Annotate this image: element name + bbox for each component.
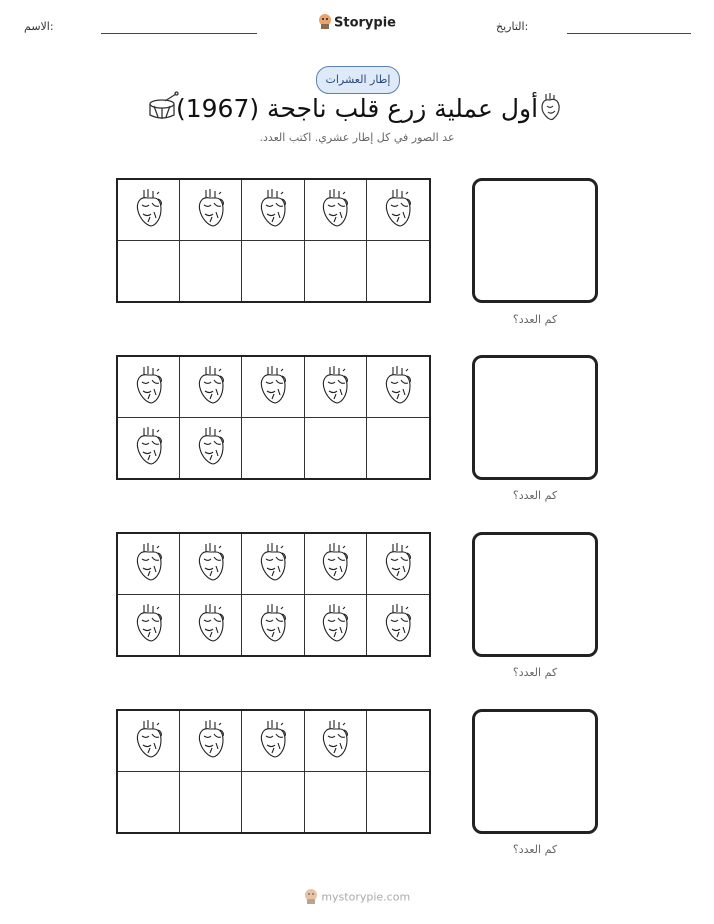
heart-decoration-icon	[538, 90, 562, 128]
frame-cell	[118, 241, 180, 302]
name-line[interactable]	[101, 33, 257, 34]
frame-cell	[180, 534, 242, 595]
heart-icon	[196, 541, 226, 587]
frame-cell	[242, 241, 304, 302]
page-title: أول عملية زرع قلب ناجحة (1967)	[175, 94, 539, 123]
frame-cell	[367, 418, 429, 479]
frame-cell	[180, 418, 242, 479]
heart-icon	[196, 364, 226, 410]
heart-icon	[134, 364, 164, 410]
answer-box-4[interactable]	[472, 709, 598, 834]
ten-frame-1	[116, 178, 431, 303]
heart-icon	[134, 602, 164, 648]
heart-icon	[258, 602, 288, 648]
heart-icon	[383, 541, 413, 587]
brand	[0, 13, 714, 33]
frame-cell	[367, 595, 429, 656]
question-label-3: كم العدد؟	[512, 666, 558, 679]
frame-cell	[242, 711, 304, 772]
heart-icon	[320, 187, 350, 233]
frame-cell	[305, 711, 367, 772]
heart-icon	[383, 602, 413, 648]
frame-cell	[367, 711, 429, 772]
frame-cell	[118, 711, 180, 772]
heart-icon	[320, 541, 350, 587]
name-label: الاسم:	[24, 20, 54, 33]
heart-icon	[383, 364, 413, 410]
frame-cell	[367, 772, 429, 833]
frame-cell	[367, 357, 429, 418]
heart-icon	[196, 187, 226, 233]
storypie-logo	[318, 13, 332, 33]
topic-badge: إطار العشرات	[316, 66, 400, 94]
heart-icon	[258, 364, 288, 410]
date-line[interactable]	[567, 33, 691, 34]
question-label-1: كم العدد؟	[512, 313, 558, 326]
heart-icon	[320, 364, 350, 410]
date-label: التاريخ:	[496, 20, 529, 33]
frame-cell	[242, 357, 304, 418]
heart-icon	[258, 187, 288, 233]
frame-cell	[180, 772, 242, 833]
question-label-4: كم العدد؟	[512, 843, 558, 856]
heart-icon	[320, 602, 350, 648]
ten-frame-2	[116, 355, 431, 480]
answer-box-2[interactable]	[472, 355, 598, 480]
frame-cell	[118, 418, 180, 479]
frame-cell	[118, 357, 180, 418]
footer	[0, 888, 714, 907]
frame-cell	[305, 534, 367, 595]
heart-icon	[196, 425, 226, 471]
heart-icon	[320, 718, 350, 764]
frame-cell	[305, 241, 367, 302]
frame-cell	[305, 595, 367, 656]
heart-icon	[134, 187, 164, 233]
answer-box-1[interactable]	[472, 178, 598, 303]
frame-cell	[367, 534, 429, 595]
frame-cell	[305, 418, 367, 479]
answer-box-3[interactable]	[472, 532, 598, 657]
frame-cell	[305, 357, 367, 418]
frame-cell	[305, 772, 367, 833]
heart-icon	[196, 602, 226, 648]
frame-cell	[118, 595, 180, 656]
frame-cell	[180, 711, 242, 772]
frame-cell	[180, 595, 242, 656]
ten-frame-3	[116, 532, 431, 657]
frame-cell	[242, 772, 304, 833]
heart-icon	[134, 718, 164, 764]
heart-icon	[258, 718, 288, 764]
frame-cell	[180, 180, 242, 241]
heart-icon	[196, 718, 226, 764]
brand-name: Storypie	[334, 15, 396, 31]
frame-cell	[242, 595, 304, 656]
storypie-footer-logo	[304, 888, 318, 907]
question-label-2: كم العدد؟	[512, 489, 558, 502]
frame-cell	[305, 180, 367, 241]
frame-cell	[242, 180, 304, 241]
frame-cell	[367, 241, 429, 302]
footer-url: mystorypie.com	[321, 890, 411, 904]
ten-frame-4	[116, 709, 431, 834]
heart-icon	[134, 541, 164, 587]
heart-icon	[258, 541, 288, 587]
frame-cell	[242, 534, 304, 595]
frame-cell	[367, 180, 429, 241]
instruction: عد الصور في كل إطار عشري. اكتب العدد.	[259, 131, 455, 144]
frame-cell	[180, 357, 242, 418]
frame-cell	[180, 241, 242, 302]
heart-icon	[383, 187, 413, 233]
heart-icon	[134, 425, 164, 471]
frame-cell	[118, 180, 180, 241]
frame-cell	[118, 534, 180, 595]
frame-cell	[242, 418, 304, 479]
frame-cell	[118, 772, 180, 833]
